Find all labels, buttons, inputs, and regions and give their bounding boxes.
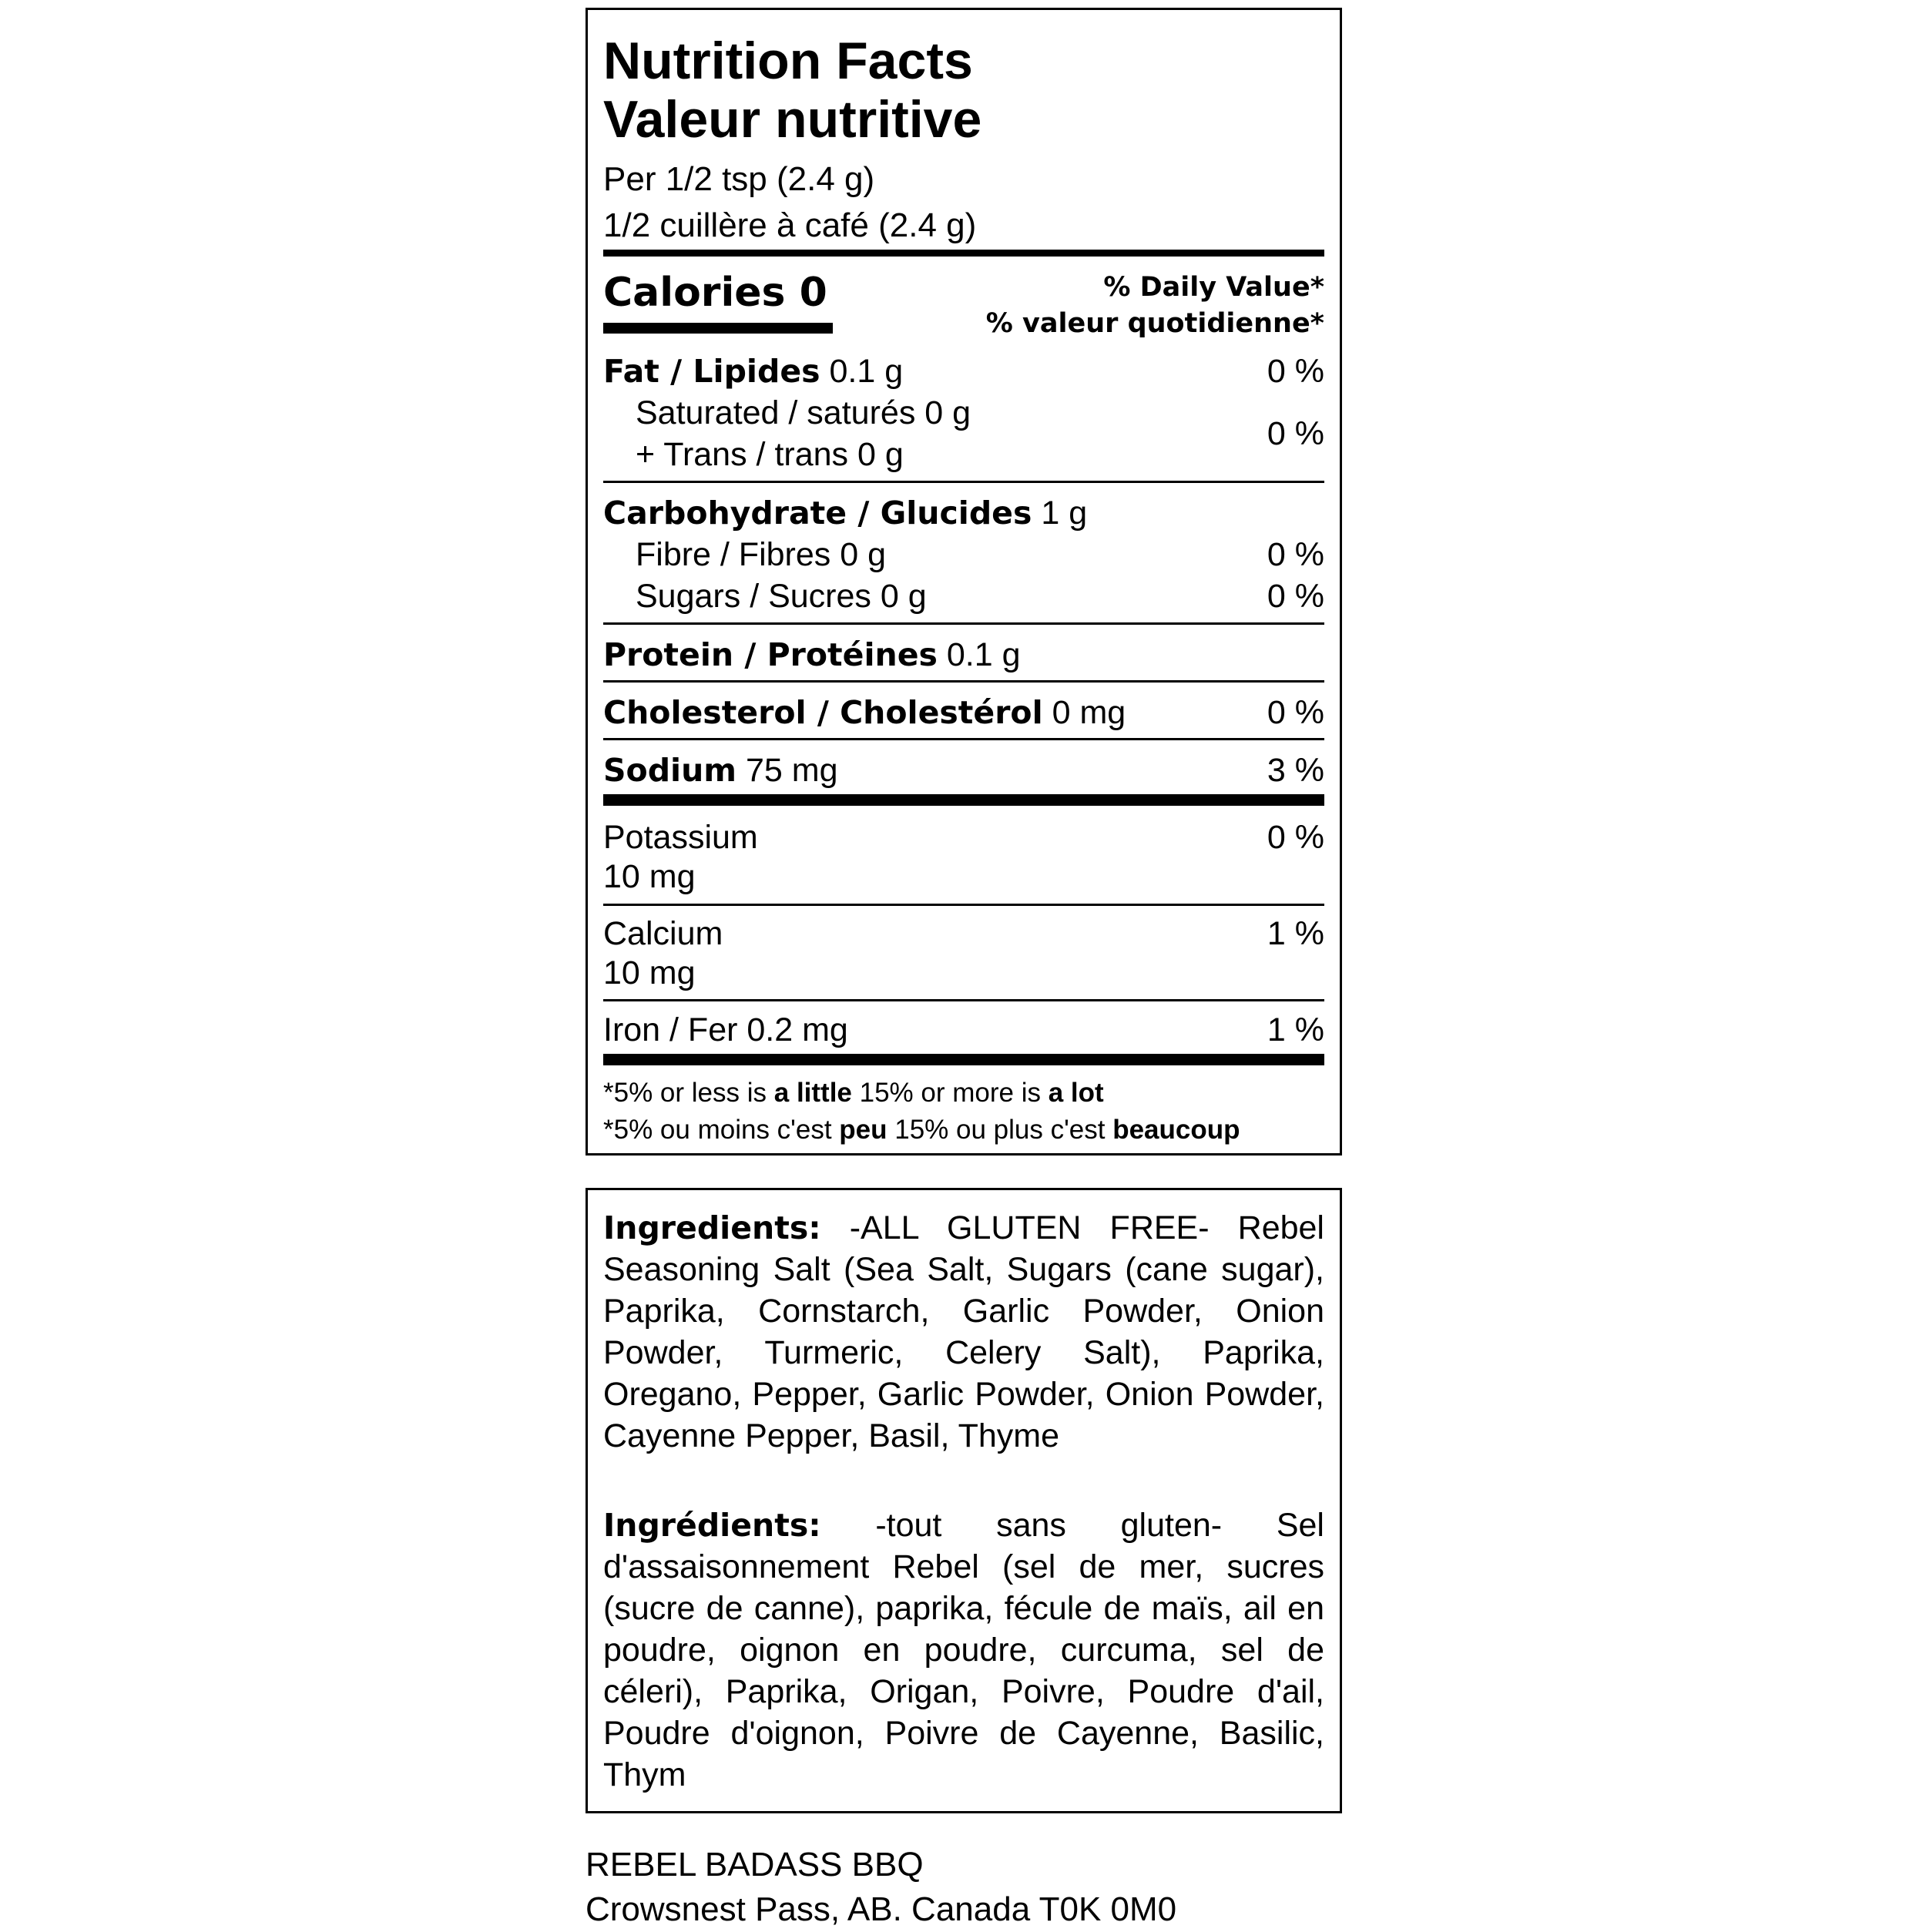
nutrient-row-fat xyxy=(603,351,1324,392)
nutrient-dv: 0 % xyxy=(1267,415,1324,452)
nutrient-dv: 0 % xyxy=(1267,536,1324,573)
title-fr: Valeur nutritive xyxy=(603,90,982,149)
nutrient-amount: 10 mg xyxy=(603,954,696,991)
title-en: Nutrition Facts xyxy=(603,32,973,90)
nutrient-label: Carbohydrate / Glucides xyxy=(603,495,1032,532)
nutrient-label: Fibre / Fibres 0 g xyxy=(636,536,886,573)
ingredients-label-fr: Ingrédients: xyxy=(603,1507,821,1544)
serving-fr: 1/2 cuillère à café (2.4 g) xyxy=(603,206,977,244)
thick-divider xyxy=(603,794,1324,806)
nutrient-label: Cholesterol / Cholestérol xyxy=(603,694,1043,731)
ingredients-fr xyxy=(603,1504,1324,1796)
nutrient-dv: 1 % xyxy=(1267,1011,1324,1048)
footnote-emphasis: a lot xyxy=(1048,1078,1104,1108)
nutrient-amount: 75 mg xyxy=(745,752,838,789)
nutrient-row-sugars xyxy=(603,575,1324,617)
company-info xyxy=(586,1843,1176,1932)
ingredients-text-fr: -tout sans gluten- Sel d'assaisonnement Rebel (sel de mer, sucres (sucre de canne), paprika, fécule de maïs, ail en poudre, oignon en poudre, curcuma, sel de céleri), Paprika, Origan, Poivre, Poudre d'ail, Poudre d'oignon, Poivre de Cayenne, Basilic, Thym xyxy=(603,1507,1324,1793)
calcium-amount-row xyxy=(603,952,1324,994)
divider xyxy=(603,481,1324,483)
nutrient-dv: 0 % xyxy=(1267,578,1324,615)
footnote-en xyxy=(603,1075,1104,1112)
footnote-emphasis: a little xyxy=(773,1078,852,1108)
nutrient-label: Potassium xyxy=(603,819,758,856)
nutrient-label: Sodium xyxy=(603,752,737,789)
nutrient-row-calcium xyxy=(603,913,1324,954)
nutrient-row-cholesterol xyxy=(603,692,1324,733)
dv-en: % Daily Value* xyxy=(1103,272,1324,303)
nutrient-label: + Trans / trans 0 g xyxy=(636,436,904,473)
nutrient-label: Sugars / Sucres 0 g xyxy=(636,578,927,615)
nutrient-dv: 1 % xyxy=(1267,915,1324,952)
potassium-amount-row xyxy=(603,856,1324,897)
nutrient-label: Protein / Protéines xyxy=(603,636,938,673)
nutrient-amount: 0.1 g xyxy=(946,636,1021,673)
daily-value-header xyxy=(986,270,1324,342)
sat-trans-dv-row xyxy=(603,413,1324,454)
thick-divider xyxy=(603,1054,1324,1065)
calories-underline xyxy=(603,323,833,334)
footnote-text: 15% or more is xyxy=(851,1078,1049,1108)
nutrient-amount: 10 mg xyxy=(603,858,696,895)
nutrition-facts-panel xyxy=(586,8,1342,1156)
ingredients-panel xyxy=(586,1188,1342,1813)
thick-divider xyxy=(603,250,1324,257)
nutrient-row-potassium xyxy=(603,817,1324,858)
calories-label: Calories 0 xyxy=(603,270,827,316)
nutrient-label: Calcium xyxy=(603,915,723,952)
nutrient-row-protein xyxy=(603,634,1324,676)
nutrient-dv: 0 % xyxy=(1267,353,1324,390)
serving-en: Per 1/2 tsp (2.4 g) xyxy=(603,160,875,198)
nutrient-row-sodium xyxy=(603,750,1324,791)
nutrition-title xyxy=(603,32,1324,149)
divider xyxy=(603,622,1324,625)
serving-size xyxy=(603,156,1324,249)
nutrient-amount: 0 mg xyxy=(1052,694,1126,731)
nutrient-label: Fat / Lipides xyxy=(603,353,820,390)
ingredients-en xyxy=(603,1207,1324,1457)
divider xyxy=(603,738,1324,740)
footnote-emphasis: peu xyxy=(839,1115,888,1145)
footnote-fr xyxy=(603,1112,1240,1149)
nutrient-row-iron xyxy=(603,1009,1324,1051)
nutrient-amount: 1 g xyxy=(1041,495,1088,532)
nutrient-label: Iron / Fer 0.2 mg xyxy=(603,1011,848,1048)
company-name: REBEL BADASS BBQ xyxy=(586,1846,924,1883)
nutrient-row-fibre xyxy=(603,534,1324,575)
nutrient-label: Saturated / saturés 0 g xyxy=(636,394,971,431)
ingredients-label-en: Ingredients: xyxy=(603,1209,821,1246)
nutrient-dv: 0 % xyxy=(1267,819,1324,856)
footnote-text: 15% ou plus c'est xyxy=(887,1115,1113,1145)
footnote-emphasis: beaucoup xyxy=(1112,1115,1240,1145)
ingredients-text-en: -ALL GLUTEN FREE- Rebel Seasoning Salt (Sea Salt, Sugars (cane sugar), Paprika, Cornstarch, Garlic Powder, Onion Powder, Turmeric, Celery Salt), Paprika, Oregano, Pepper, Garlic Powder, Onion Powder, Cayenne Pepper, Basil, Thyme xyxy=(603,1209,1324,1454)
nutrient-dv: 0 % xyxy=(1267,694,1324,731)
divider xyxy=(603,680,1324,683)
nutrient-dv: 3 % xyxy=(1267,752,1324,789)
nutrient-amount: 0.1 g xyxy=(829,353,904,390)
nutrient-row-carbohydrate xyxy=(603,492,1324,534)
divider xyxy=(603,999,1324,1001)
company-address: Crowsnest Pass, AB. Canada T0K 0M0 xyxy=(586,1890,1177,1928)
footnote-text: *5% ou moins c'est xyxy=(603,1115,840,1145)
footnote-text: *5% or less is xyxy=(603,1078,774,1108)
divider xyxy=(603,904,1324,906)
dv-fr: % valeur quotidienne* xyxy=(985,308,1324,339)
